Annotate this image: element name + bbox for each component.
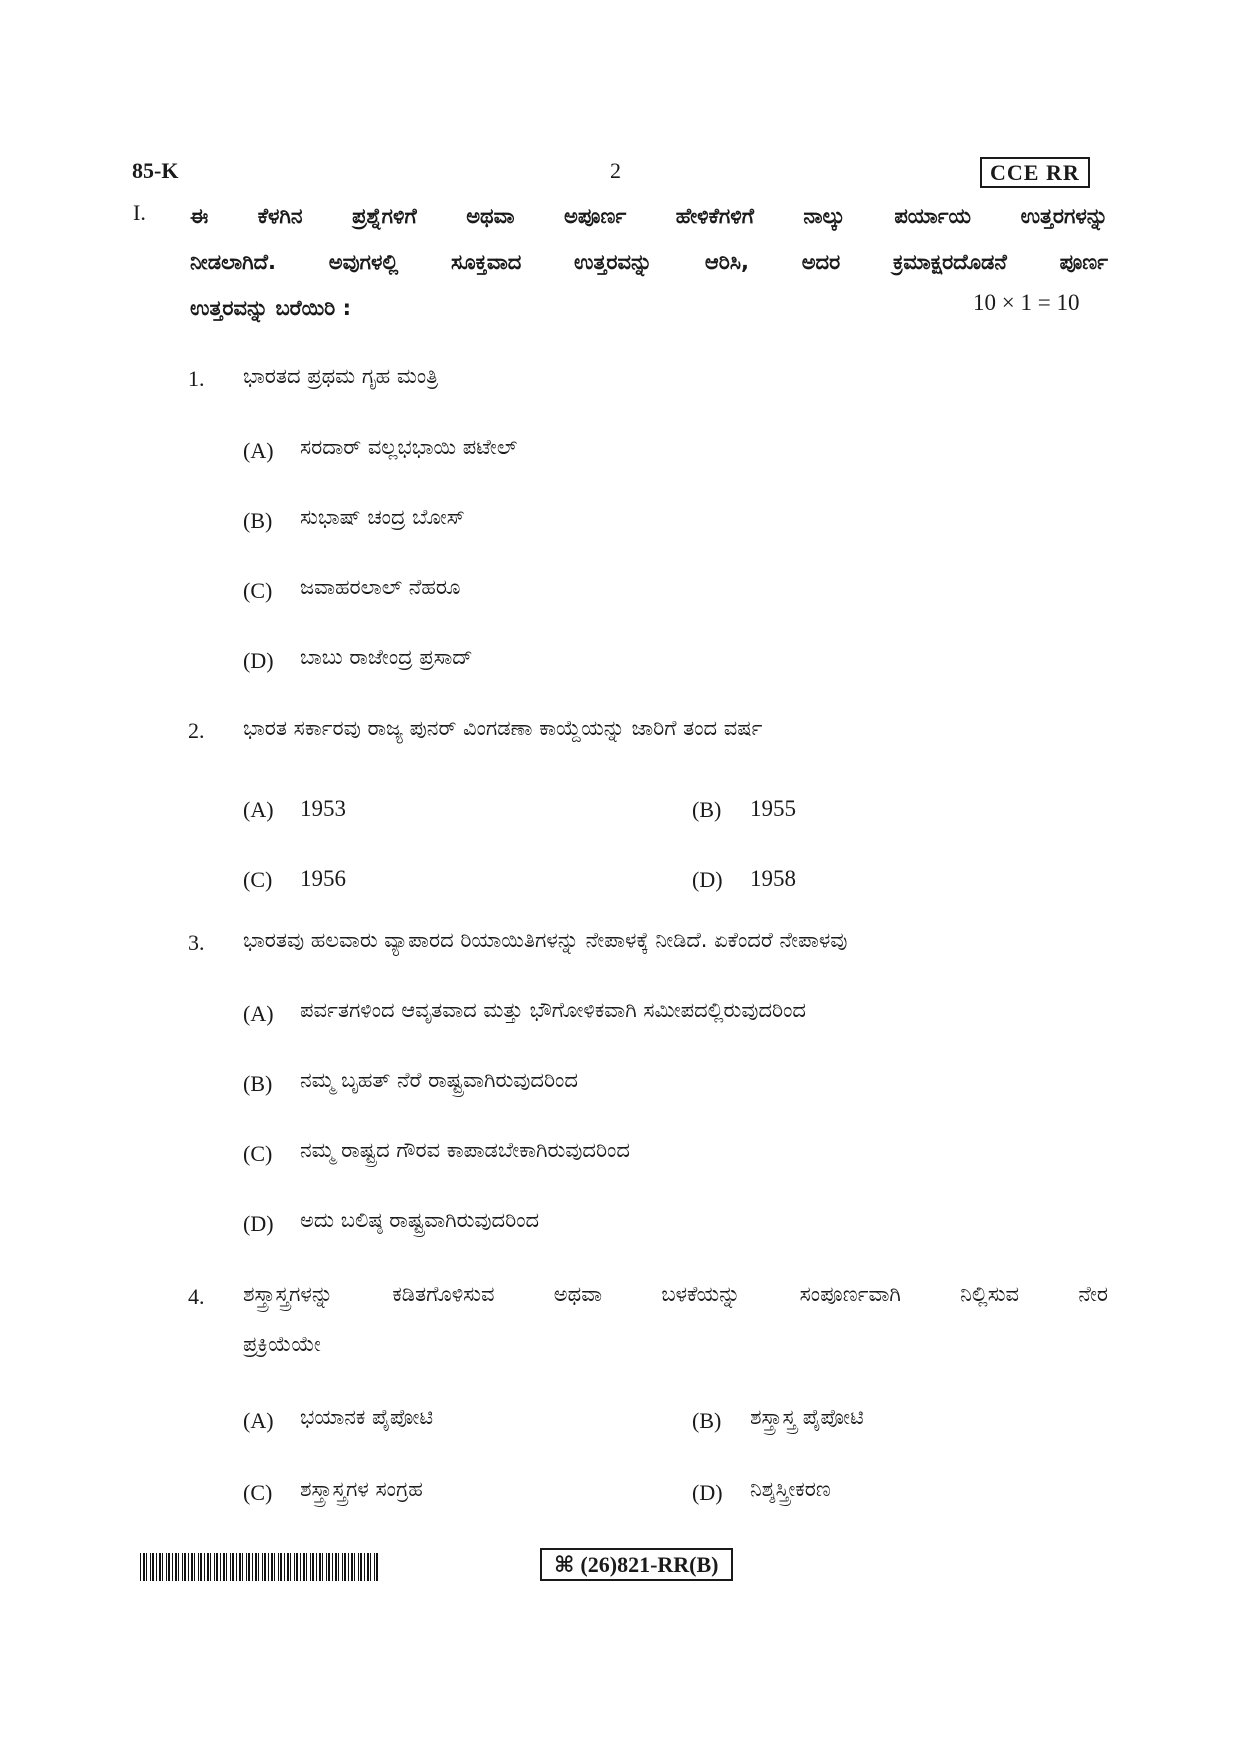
- option-letter: (A): [243, 1001, 274, 1026]
- section-instruction: [190, 193, 1108, 285]
- option-text: ಪರ್ವತಗಳಿಂದ ಆವೃತವಾದ ಮತ್ತು ಭೌಗೋಳಿಕವಾಗಿ ಸಮೀಪದಲ್ಲಿರುವುದರಿಂದ: [300, 998, 806, 1022]
- command-symbol-icon: ⌘: [554, 1553, 575, 1578]
- option-text: 1953: [300, 796, 346, 821]
- option-letter: (A): [243, 1408, 274, 1433]
- option-letter: (A): [243, 438, 274, 463]
- paper-code-left: 85-K: [132, 158, 179, 183]
- question-number: 1.: [188, 366, 205, 391]
- question-text-line-2: ಪ್ರಕ್ರಿಯೆಯೇ: [243, 1332, 321, 1356]
- option-letter: (B): [692, 1408, 722, 1433]
- option-letter: (D): [692, 1480, 723, 1505]
- option-letter: (B): [243, 1071, 273, 1096]
- option-text: ಶಸ್ತ್ರಾಸ್ತ್ರ ಪೈಪೋಟಿ: [750, 1405, 864, 1429]
- paper-code-box: CCE RR: [980, 157, 1090, 188]
- option-letter: (D): [243, 1211, 274, 1236]
- option-text: ಶಸ್ತ್ರಾಸ್ತ್ರಗಳ ಸಂಗ್ರಹ: [300, 1477, 423, 1501]
- option-letter: (B): [692, 797, 722, 822]
- option-text: ಜವಾಹರಲಾಲ್ ನೆಹರೂ: [300, 575, 461, 599]
- option-text: 1958: [750, 866, 796, 891]
- question-number: 3.: [188, 930, 205, 955]
- marks-allocation: 10 × 1 = 10: [973, 290, 1080, 315]
- question-number: 4.: [188, 1284, 205, 1309]
- instruction-line-3: ಉತ್ತರವನ್ನು ಬರೆಯಿರಿ :: [190, 296, 351, 320]
- question-number: 2.: [188, 718, 205, 743]
- question-text: ಭಾರತದ ಪ್ರಥಮ ಗೃಹ ಮಂತ್ರಿ: [243, 364, 439, 388]
- option-text: ನಮ್ಮ ಬೃಹತ್ ನೆರೆ ರಾಷ್ಟ್ರವಾಗಿರುವುದರಿಂದ: [300, 1068, 578, 1092]
- option-text: ನಿಶ್ಶಸ್ತ್ರೀಕರಣ: [750, 1477, 831, 1501]
- page-number: 2: [610, 158, 621, 183]
- barcode-icon: [140, 1553, 380, 1581]
- footer-code-box: [540, 1548, 733, 1581]
- option-text: ಭಯಾನಕ ಪೈಪೋಟಿ: [300, 1405, 434, 1429]
- option-letter: (B): [243, 508, 273, 533]
- footer-code: (26)821-RR(B): [580, 1552, 719, 1577]
- option-letter: (C): [243, 1141, 273, 1166]
- question-text: ಭಾರತ ಸರ್ಕಾರವು ರಾಜ್ಯ ಪುನರ್ ವಿಂಗಡಣಾ ಕಾಯ್ದೆಯನ್ನು ಜಾರಿಗೆ ತಂದ ವರ್ಷ: [243, 716, 763, 740]
- option-letter: (D): [692, 867, 723, 892]
- question-text-line-1: ಶಸ್ತ್ರಾಸ್ತ್ರಗಳನ್ನು ಕಡಿತಗೊಳಿಸುವ ಅಥವಾ ಬಳಕೆಯನ್ನು ಸಂಪೂರ್ಣವಾಗಿ ನಿಲ್ಲಿಸುವ ನೇರ: [243, 1282, 1108, 1306]
- question-text: ಭಾರತವು ಹಲವಾರು ವ್ಯಾಪಾರದ ರಿಯಾಯಿತಿಗಳನ್ನು ನೇಪಾಳಕ್ಕೆ ನೀಡಿದೆ. ಏಕೆಂದರೆ ನೇಪಾಳವು: [243, 928, 848, 952]
- option-letter: (C): [243, 578, 273, 603]
- instruction-line-2: ನೀಡಲಾಗಿದೆ. ಅವುಗಳಲ್ಲಿ ಸೂಕ್ತವಾದ ಉತ್ತರವನ್ನು ಆರಿಸಿ, ಅದರ ಕ್ರಮಾಕ್ಷರದೊಡನೆ ಪೂರ್ಣ: [190, 250, 1108, 274]
- option-text: ಬಾಬು ರಾಜೇಂದ್ರ ಪ್ರಸಾದ್: [300, 645, 473, 669]
- option-letter: (D): [243, 648, 274, 673]
- option-text: 1956: [300, 866, 346, 891]
- instruction-line-1: ಈ ಕೆಳಗಿನ ಪ್ರಶ್ನೆಗಳಿಗೆ ಅಥವಾ ಅಪೂರ್ಣ ಹೇಳಿಕೆಗಳಿಗೆ ನಾಲ್ಕು ಪರ್ಯಾಯ ಉತ್ತರಗಳನ್ನು: [190, 204, 1108, 228]
- option-letter: (C): [243, 1480, 273, 1505]
- option-letter: (C): [243, 867, 273, 892]
- option-text: ನಮ್ಮ ರಾಷ್ಟ್ರದ ಗೌರವ ಕಾಪಾಡಬೇಕಾಗಿರುವುದರಿಂದ: [300, 1138, 630, 1162]
- option-text: 1955: [750, 796, 796, 821]
- option-letter: (A): [243, 797, 274, 822]
- option-text: ಸುಭಾಷ್ ಚಂದ್ರ ಬೋಸ್: [300, 505, 465, 529]
- section-number: I.: [133, 200, 146, 225]
- option-text: ಅದು ಬಲಿಷ್ಠ ರಾಷ್ಟ್ರವಾಗಿರುವುದರಿಂದ: [300, 1208, 540, 1232]
- option-text: ಸರದಾರ್ ವಲ್ಲಭಭಾಯಿ ಪಟೇಲ್: [300, 435, 518, 459]
